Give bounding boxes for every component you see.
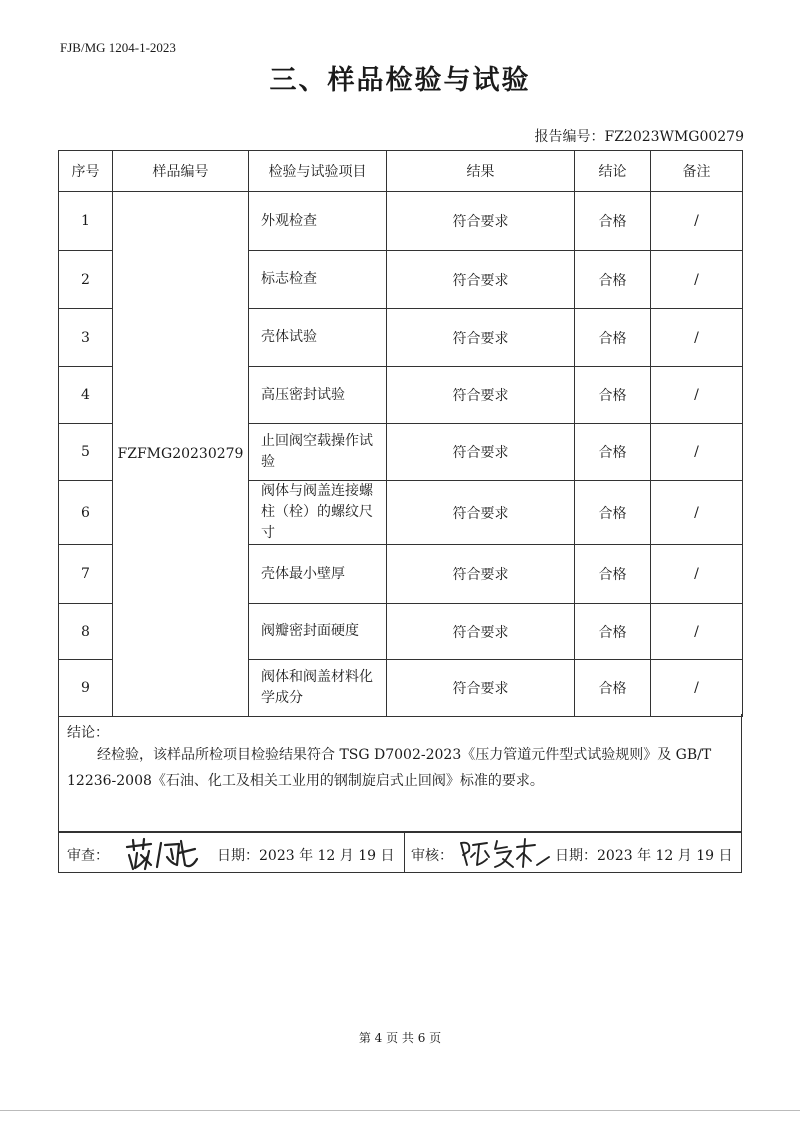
row-result: 符合要求 bbox=[387, 604, 575, 660]
row-item: 阀体和阀盖材料化学成分 bbox=[249, 660, 387, 717]
col-header-note: 备注 bbox=[651, 151, 743, 192]
col-header-sample-id: 样品编号 bbox=[113, 151, 249, 192]
row-item: 壳体最小壁厚 bbox=[249, 545, 387, 604]
row-no: 5 bbox=[59, 424, 113, 481]
row-result: 符合要求 bbox=[387, 192, 575, 251]
row-verdict: 合格 bbox=[575, 424, 651, 481]
report-number: 报告编号：FZ2023WMG00279 bbox=[534, 129, 744, 145]
sample-id-cell: FZFMG20230279 bbox=[113, 192, 249, 717]
row-verdict: 合格 bbox=[575, 367, 651, 424]
signature-divider bbox=[404, 833, 405, 872]
inspection-table bbox=[58, 150, 743, 717]
audit-date: 日期：2023 年 12 月 19 日 bbox=[555, 848, 733, 864]
row-verdict: 合格 bbox=[575, 192, 651, 251]
col-header-item: 检验与试验项目 bbox=[249, 151, 387, 192]
row-item: 壳体试验 bbox=[249, 309, 387, 367]
col-header-no: 序号 bbox=[59, 151, 113, 192]
row-verdict: 合格 bbox=[575, 481, 651, 545]
row-result: 符合要求 bbox=[387, 309, 575, 367]
table-row bbox=[59, 192, 743, 251]
signature-row bbox=[58, 832, 742, 873]
row-no: 6 bbox=[59, 481, 113, 545]
conclusion-box bbox=[58, 714, 742, 832]
row-no: 1 bbox=[59, 192, 113, 251]
reviewer-signature bbox=[121, 835, 201, 877]
row-verdict: 合格 bbox=[575, 251, 651, 309]
page-title: 三、样品检验与试验 bbox=[269, 65, 531, 96]
row-result: 符合要求 bbox=[387, 660, 575, 717]
row-no: 4 bbox=[59, 367, 113, 424]
review-label: 审查： bbox=[67, 848, 109, 864]
row-item: 阀瓣密封面硬度 bbox=[249, 604, 387, 660]
page-number: 第 4 页 共 6 页 bbox=[358, 1031, 442, 1045]
conclusion-label: 结论： bbox=[67, 725, 109, 741]
row-verdict: 合格 bbox=[575, 545, 651, 604]
row-result: 符合要求 bbox=[387, 251, 575, 309]
row-item: 高压密封试验 bbox=[249, 367, 387, 424]
col-header-result: 结果 bbox=[387, 151, 575, 192]
conclusion-text: 经检验，该样品所检项目检验结果符合 TSG D7002-2023《压力管道元件型式试验规则》及 GB/T 12236-2008《石油、化工及相关工业用的钢制旋启式止回阀》标准的要求。 bbox=[67, 747, 712, 789]
row-note: / bbox=[651, 367, 743, 424]
row-note: / bbox=[651, 545, 743, 604]
row-note: / bbox=[651, 251, 743, 309]
page-edge-line bbox=[0, 1110, 800, 1111]
row-no: 9 bbox=[59, 660, 113, 717]
audit-label: 审核： bbox=[411, 848, 453, 864]
row-result: 符合要求 bbox=[387, 545, 575, 604]
row-result: 符合要求 bbox=[387, 367, 575, 424]
row-no: 2 bbox=[59, 251, 113, 309]
col-header-verdict: 结论 bbox=[575, 151, 651, 192]
row-note: / bbox=[651, 424, 743, 481]
row-item: 外观检查 bbox=[249, 192, 387, 251]
review-date: 日期：2023 年 12 月 19 日 bbox=[217, 848, 395, 864]
row-verdict: 合格 bbox=[575, 604, 651, 660]
row-no: 8 bbox=[59, 604, 113, 660]
row-no: 7 bbox=[59, 545, 113, 604]
table-header-row bbox=[59, 151, 743, 192]
row-item: 阀体与阀盖连接螺柱（栓）的螺纹尺寸 bbox=[249, 481, 387, 545]
row-note: / bbox=[651, 604, 743, 660]
row-verdict: 合格 bbox=[575, 309, 651, 367]
row-note: / bbox=[651, 481, 743, 545]
row-note: / bbox=[651, 309, 743, 367]
document-code: FJB/MG 1204-1-2023 bbox=[60, 40, 176, 55]
row-item: 止回阀空载操作试验 bbox=[249, 424, 387, 481]
row-result: 符合要求 bbox=[387, 424, 575, 481]
row-note: / bbox=[651, 192, 743, 251]
row-no: 3 bbox=[59, 309, 113, 367]
row-item: 标志检查 bbox=[249, 251, 387, 309]
row-result: 符合要求 bbox=[387, 481, 575, 545]
auditor-signature bbox=[457, 835, 553, 877]
row-verdict: 合格 bbox=[575, 660, 651, 717]
row-note: / bbox=[651, 660, 743, 717]
